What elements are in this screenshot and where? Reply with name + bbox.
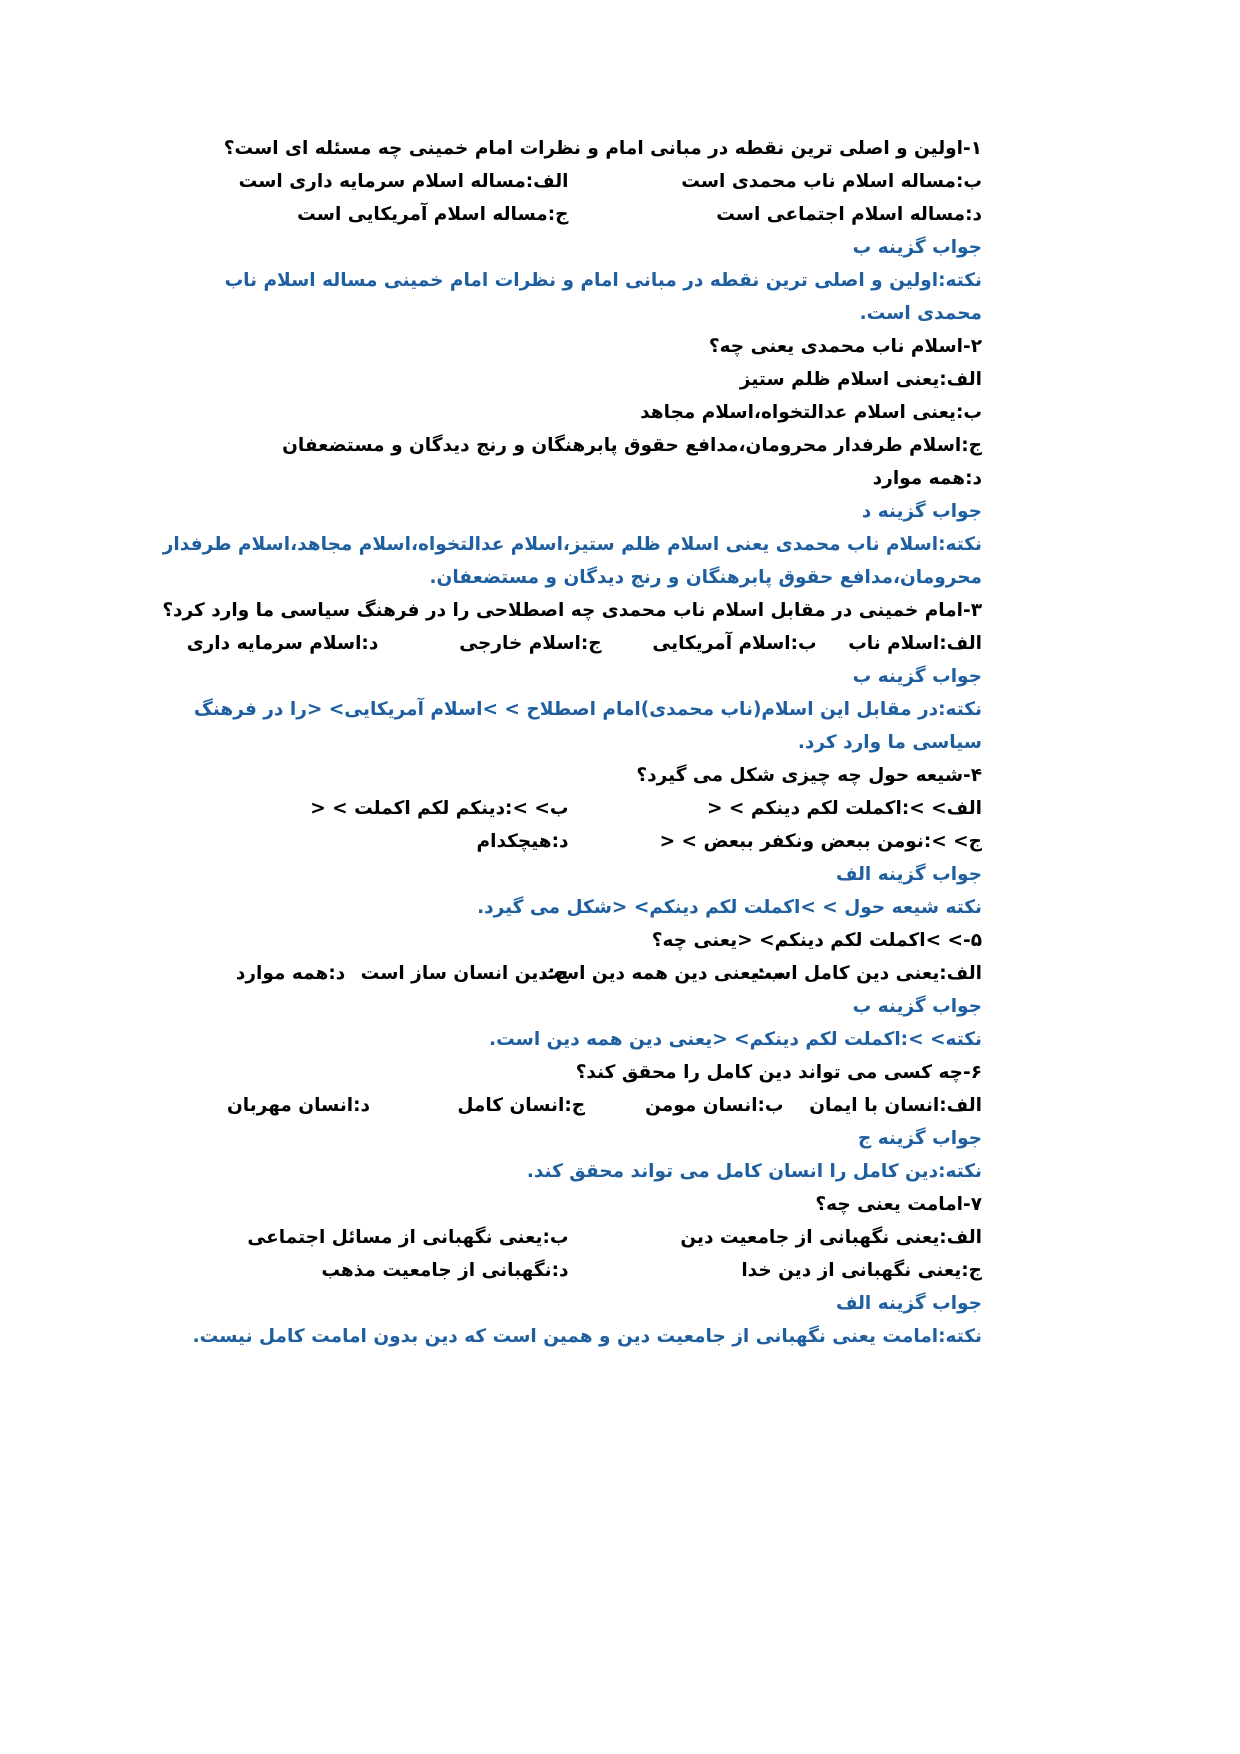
option-d[interactable]: د:نگهبانی از جامعیت مذهب bbox=[321, 1260, 569, 1281]
question-text: ۶-چه کسی می تواند دین کامل را محقق کند؟ bbox=[575, 1062, 982, 1083]
option-d[interactable]: د:همه موارد bbox=[235, 963, 346, 984]
question-options-row bbox=[155, 1254, 982, 1287]
option-a[interactable]: الف> >:اکملت لکم دینکم > < bbox=[706, 798, 982, 819]
option-a[interactable]: الف:یعنی اسلام ظلم ستیز bbox=[739, 369, 982, 390]
option-d[interactable]: د:هیچکدام bbox=[476, 831, 569, 852]
question-options-row bbox=[155, 627, 982, 660]
quiz-content bbox=[155, 132, 982, 1353]
option-d[interactable]: د:مساله اسلام اجتماعی است bbox=[716, 204, 982, 225]
question-text: ۷-امامت یعنی چه؟ bbox=[815, 1194, 982, 1215]
option-c[interactable]: ج:اسلام طرفدار محرومان،مدافع حقوق پابرهنگان و رنج دیدگان و مستضعفان bbox=[282, 435, 982, 456]
answer-line: جواب گزینه الف bbox=[835, 1293, 982, 1314]
option-d[interactable]: د:انسان مهربان bbox=[227, 1095, 371, 1116]
note-line: نکته شیعه حول > >اکملت لکم دینکم> <شکل می گیرد. bbox=[477, 897, 982, 918]
option-a[interactable]: الف:اسلام ناب bbox=[848, 633, 982, 654]
question-options-row bbox=[155, 198, 982, 231]
question-options-row bbox=[155, 957, 982, 990]
option-c[interactable]: ج:یعنی نگهبانی از دین خدا bbox=[741, 1260, 982, 1281]
option-d[interactable]: د:همه موارد bbox=[872, 468, 982, 489]
option-c[interactable]: ج> >:نومن ببعض ونکفر ببعض > < bbox=[659, 831, 982, 852]
answer-line: جواب گزینه ب bbox=[852, 666, 982, 687]
answer-line: جواب گزینه ج bbox=[857, 1128, 982, 1149]
option-b[interactable]: ب:انسان مومن bbox=[645, 1095, 784, 1116]
question-text: ۴-شیعه حول چه چیزی شکل می گیرد؟ bbox=[636, 765, 982, 786]
question-text: ۲-اسلام ناب محمدی یعنی چه؟ bbox=[708, 336, 982, 357]
answer-line: جواب گزینه د bbox=[861, 501, 982, 522]
option-b[interactable]: ب:مساله اسلام ناب محمدی است bbox=[681, 171, 982, 192]
option-a[interactable]: الف:انسان با ایمان bbox=[809, 1095, 982, 1116]
note-line: نکته:در مقابل این اسلام(ناب محمدی)امام اصطلاح > >اسلام آمریکایی> <را در فرهنگ سیاسی ما وارد کرد. bbox=[193, 699, 982, 753]
option-c[interactable]: ج:انسان کامل bbox=[457, 1095, 586, 1116]
option-d[interactable]: د:اسلام سرمایه داری bbox=[186, 633, 379, 654]
note-line: نکته:اولین و اصلی ترین نقطه در مبانی امام و نظرات امام خمینی مساله اسلام ناب محمدی است. bbox=[224, 270, 982, 324]
note-line: نکته:اسلام ناب محمدی یعنی اسلام ظلم ستیز،اسلام عدالتخواه،اسلام مجاهد،اسلام طرفدار محرومان،مدافع حقوق پابرهنگان و رنج دیدگان و مستضعفان. bbox=[162, 534, 982, 588]
question-options-row bbox=[155, 1089, 982, 1122]
option-b[interactable]: ب:یعنی اسلام عدالتخواه،اسلام مجاهد bbox=[640, 402, 982, 423]
question-text: ۱-اولین و اصلی ترین نقطه در مبانی امام و نظرات امام خمینی چه مسئله ای است؟ bbox=[223, 138, 982, 159]
note-line: نکته> >:اکملت لکم دینکم> <یعنی دین همه دین است. bbox=[489, 1029, 982, 1050]
answer-line: جواب گزینه الف bbox=[835, 864, 982, 885]
option-c[interactable]: ج:دین انسان ساز است bbox=[360, 963, 569, 984]
question-options-row bbox=[155, 792, 982, 825]
question-options-row bbox=[155, 165, 982, 198]
option-b[interactable]: ب:یعنی نگهبانی از مسائل اجتماعی bbox=[247, 1227, 569, 1248]
question-options-row bbox=[155, 825, 982, 858]
option-b[interactable]: ب:یعنی دین همه دین است bbox=[541, 963, 784, 984]
option-c[interactable]: ج:اسلام خارجی bbox=[459, 633, 602, 654]
question-text: ۵-> >اکملت لکم دینکم> <یعنی چه؟ bbox=[651, 930, 982, 951]
note-line: نکته:دین کامل را انسان کامل می تواند محقق کند. bbox=[526, 1161, 982, 1182]
option-b[interactable]: ب> >:دینکم لکم اکملت > < bbox=[310, 798, 569, 819]
question-options-row bbox=[155, 1221, 982, 1254]
option-a[interactable]: الف:یعنی نگهبانی از جامعیت دین bbox=[680, 1227, 982, 1248]
option-c[interactable]: ج:مساله اسلام آمریکایی است bbox=[297, 204, 569, 225]
answer-line: جواب گزینه ب bbox=[852, 996, 982, 1017]
question-text: ۳-امام خمینی در مقابل اسلام ناب محمدی چه اصطلاحی را در فرهنگ سیاسی ما وارد کرد؟ bbox=[162, 600, 982, 621]
note-line: نکته:امامت یعنی نگهبانی از جامعیت دین و همین است که دین بدون امامت کامل نیست. bbox=[192, 1326, 982, 1347]
option-b[interactable]: ب:اسلام آمریکایی bbox=[652, 633, 817, 654]
option-a[interactable]: الف:مساله اسلام سرمایه داری است bbox=[238, 171, 569, 192]
option-a[interactable]: الف:یعنی دین کامل است bbox=[753, 963, 982, 984]
answer-line: جواب گزینه ب bbox=[852, 237, 982, 258]
